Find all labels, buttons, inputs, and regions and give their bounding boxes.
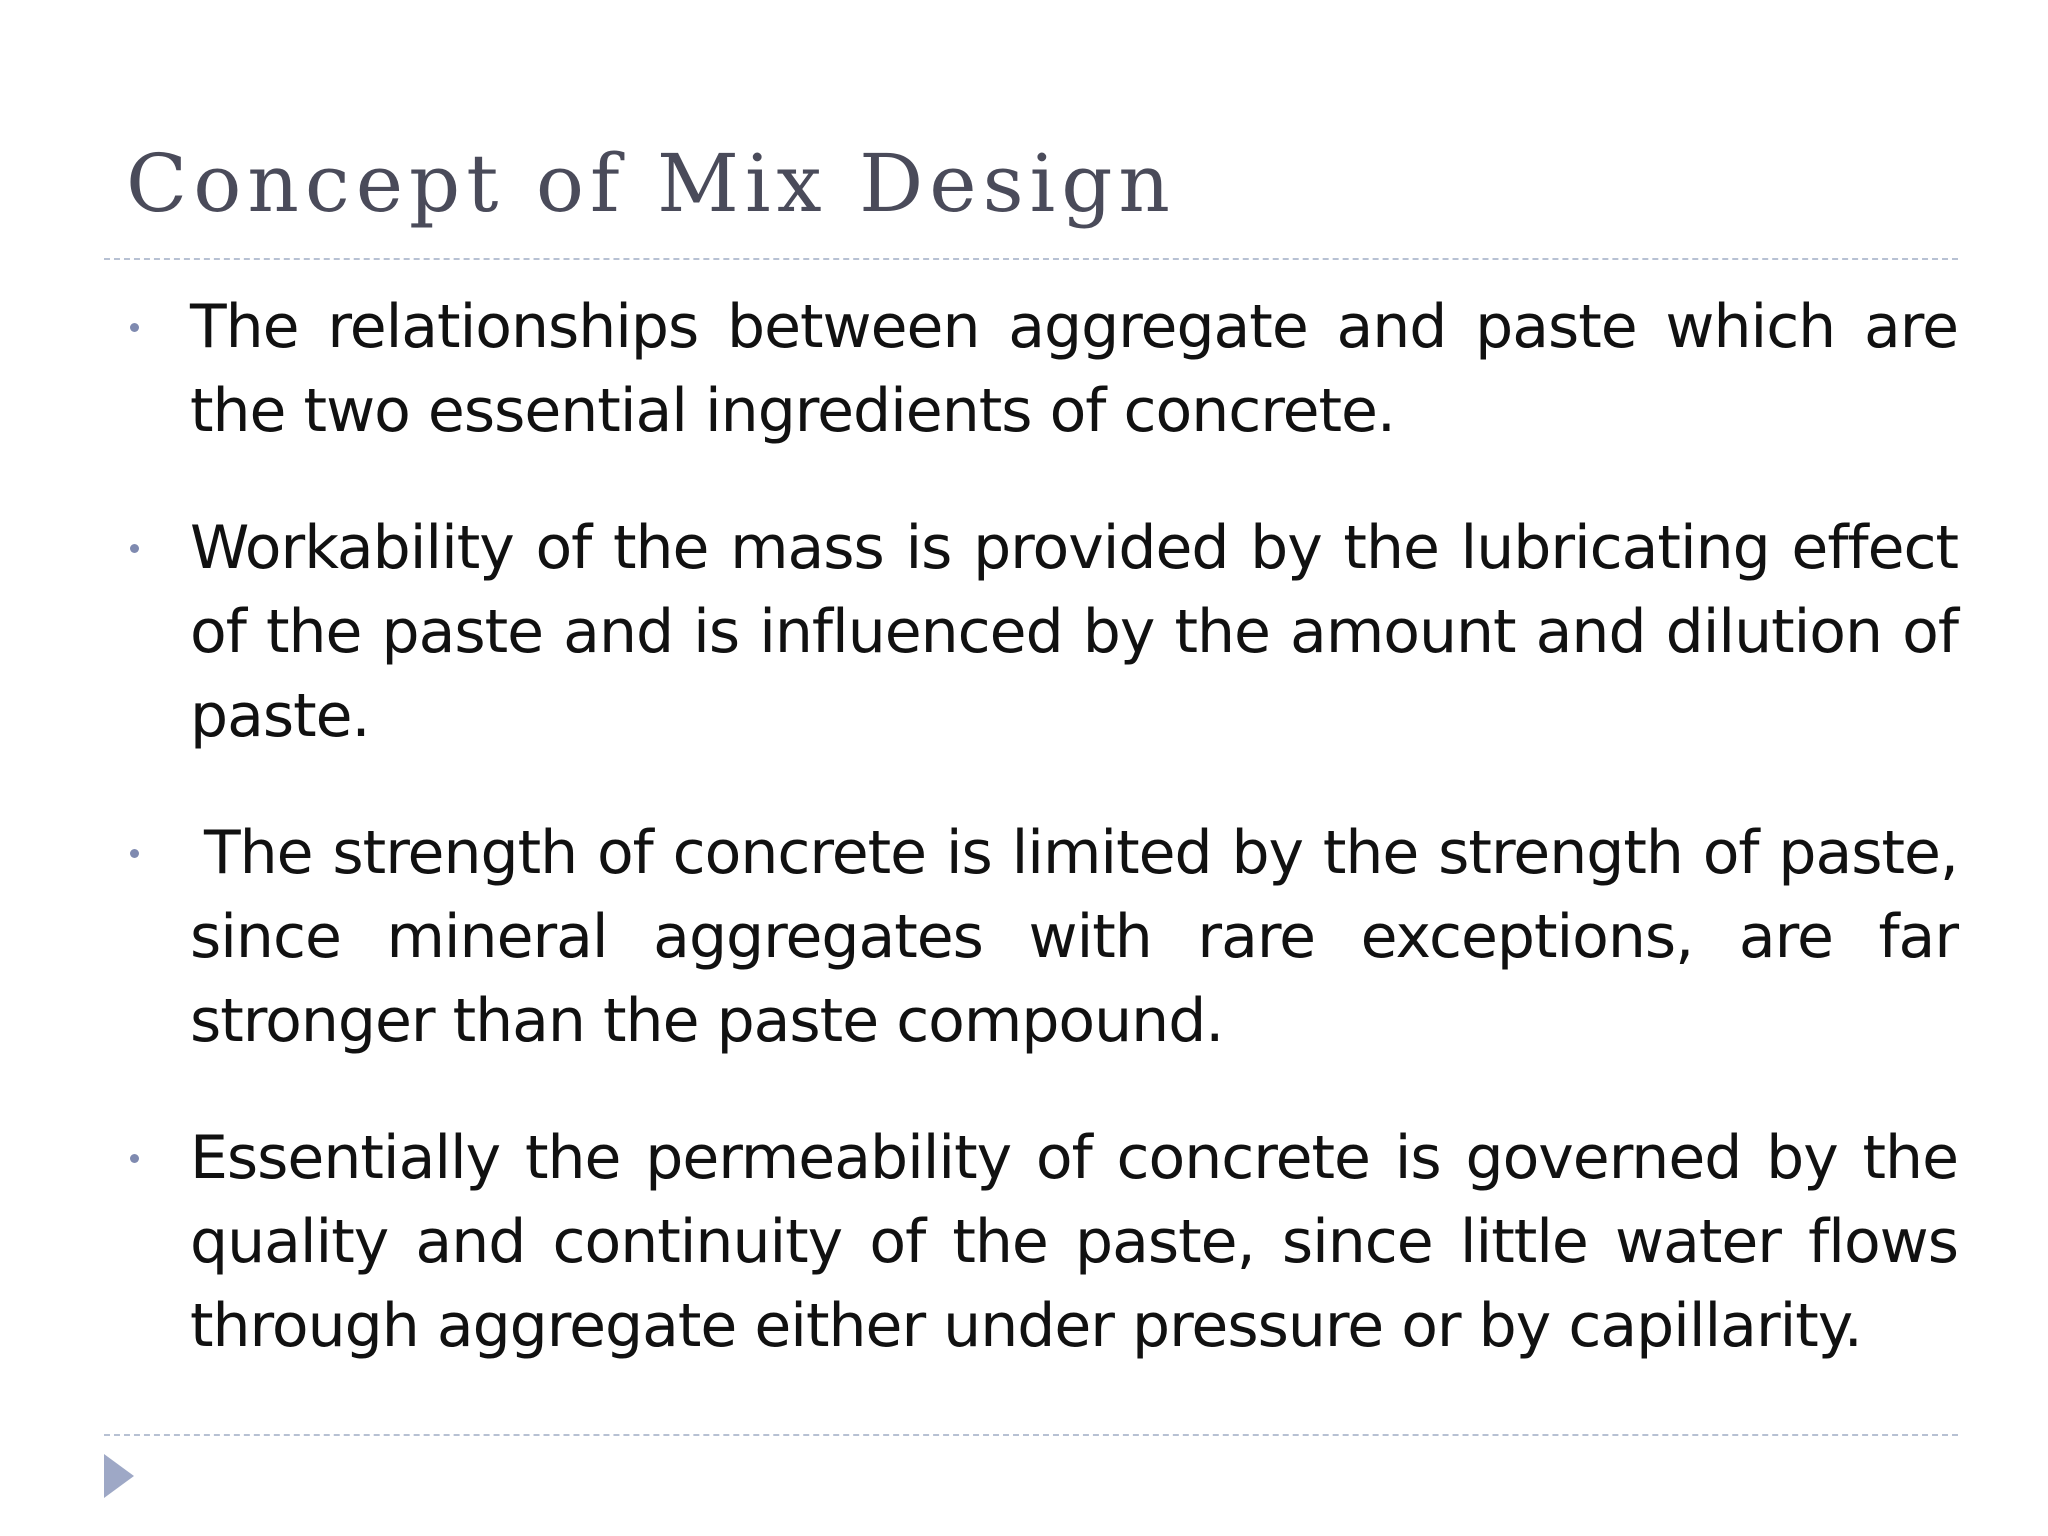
bullet-dot-icon [130,849,139,858]
title-divider [104,258,1958,260]
bullet-item-1 [120,285,1958,453]
play-triangle-icon[interactable] [104,1454,134,1498]
bullet-list [120,285,1958,1421]
bullet-text: The strength of concrete is limited by the strength of paste, since mineral aggregates with rare exceptions, are far stronger than the paste compound. [190,818,1958,1056]
footer-divider [104,1434,1958,1436]
bullet-dot-icon [130,544,139,553]
bullet-dot-icon [130,1154,139,1163]
bullet-item-3 [120,811,1958,1063]
bullet-text: The relationships between aggregate and paste which are the two essential ingredients of concrete. [190,292,1958,446]
bullet-dot-icon [130,323,139,332]
bullet-item-4 [120,1116,1958,1368]
slide-title: Concept of Mix Design [126,137,1176,230]
bullet-text: Workability of the mass is provided by the lubricating effect of the paste and is influenced by the amount and dilution of paste. [190,513,1958,751]
bullet-item-2 [120,506,1958,758]
bullet-text: Essentially the permeability of concrete is governed by the quality and continuity of the paste, since little water flows through aggregate either under pressure or by capillarity. [190,1123,1958,1361]
